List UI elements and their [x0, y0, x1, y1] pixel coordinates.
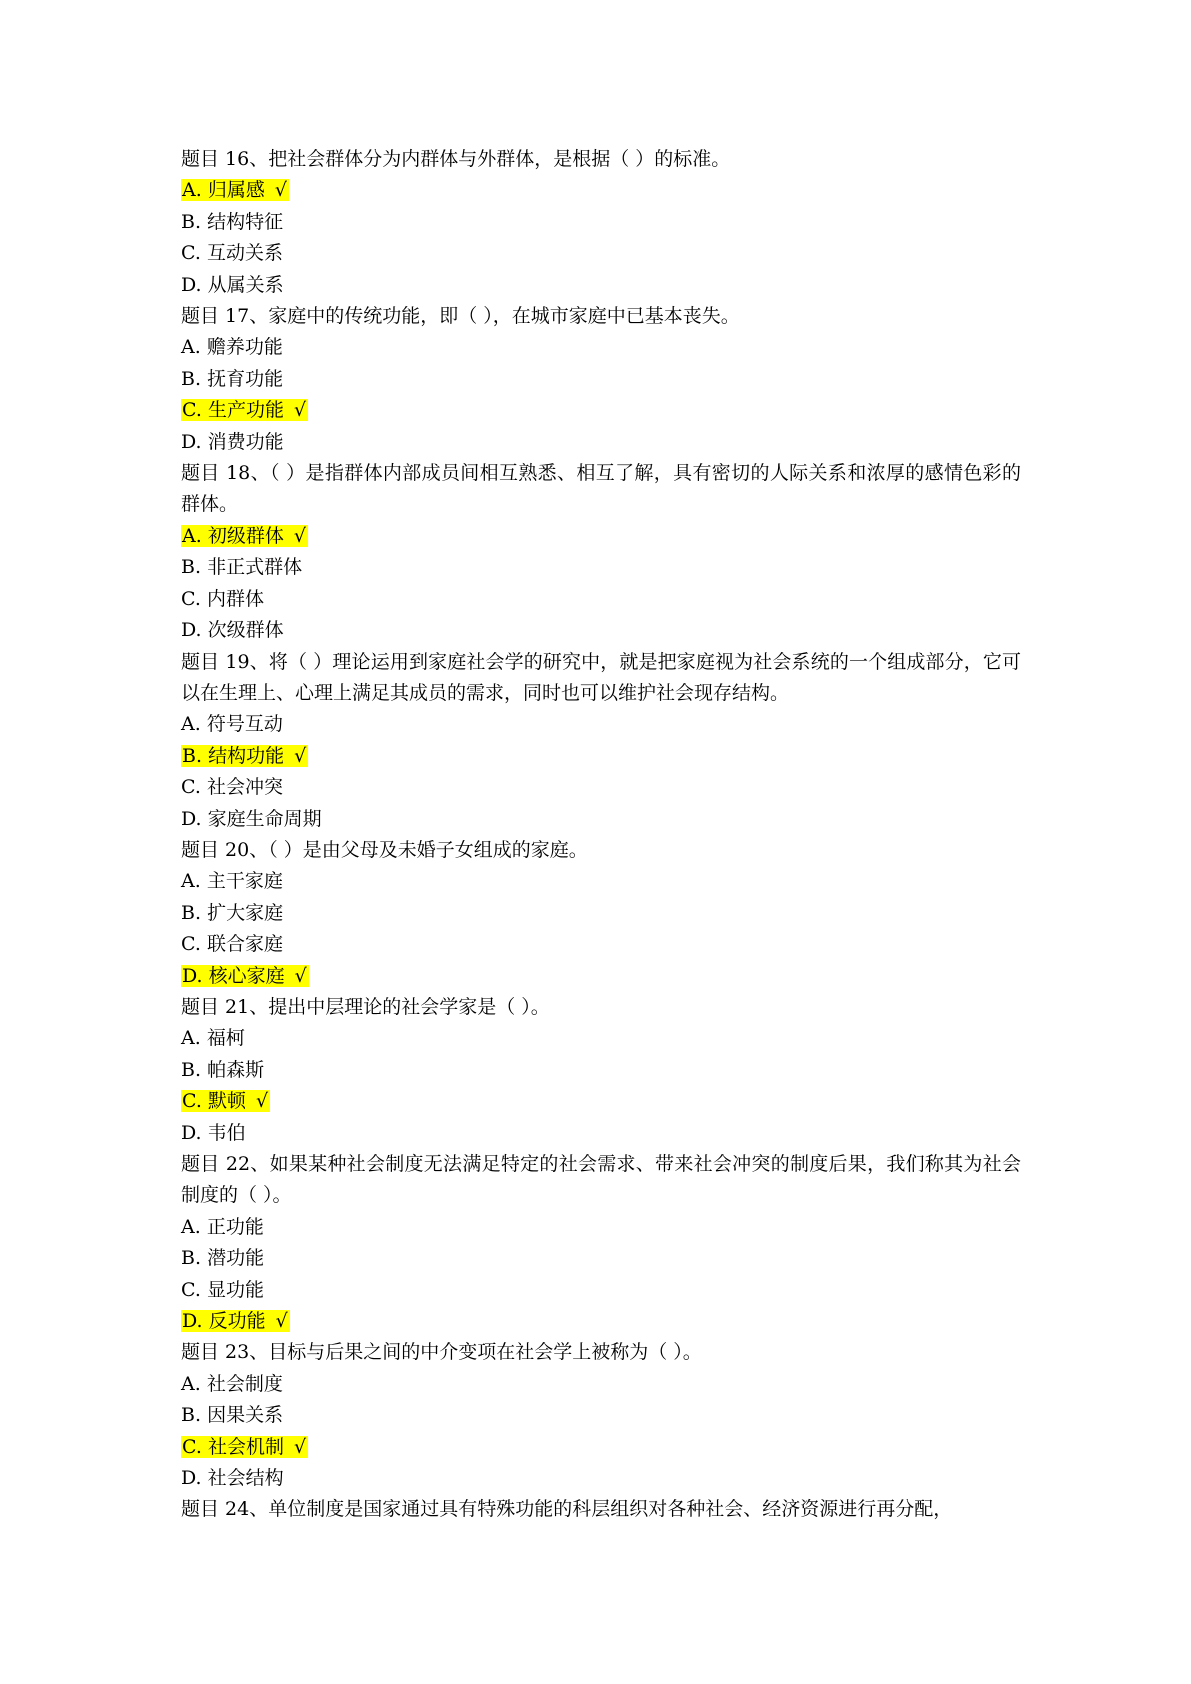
option-text: 生产功能: [207, 399, 284, 422]
question-stem: 题目 16、把社会群体分为内群体与外群体，是根据（ ）的标准。: [181, 148, 731, 170]
answer-option-correct: [181, 521, 1021, 552]
option-text: 主干家庭: [206, 870, 283, 893]
option-text: 联合家庭: [206, 933, 283, 956]
check-mark-icon: √: [293, 524, 306, 547]
option-letter: C.: [181, 242, 201, 265]
answer-option-correct: [181, 395, 1021, 426]
answer-option: [181, 1463, 1021, 1494]
option-text: 消费功能: [207, 430, 284, 453]
option-letter: A.: [181, 1215, 201, 1238]
option-letter: A.: [181, 713, 201, 736]
question-stem: 题目 17、家庭中的传统功能，即（ ），在城市家庭中已基本丧失。: [181, 305, 740, 328]
correct-answer-highlight: [181, 1090, 270, 1112]
check-mark-icon: √: [275, 1310, 288, 1333]
question-stem: 题目 21、提出中层理论的社会学家是（ ）。: [181, 995, 550, 1018]
check-mark-icon: √: [274, 179, 287, 202]
option-text: 从属关系: [207, 273, 284, 296]
answer-option: [181, 332, 1021, 363]
option-letter: D.: [181, 619, 202, 642]
option-text: 符号互动: [206, 713, 283, 736]
option-text: 扩大家庭: [207, 901, 284, 924]
option-letter: D.: [181, 1121, 202, 1144]
check-mark-icon: √: [293, 1435, 307, 1458]
check-mark-icon: √: [294, 964, 307, 987]
option-text: 反功能: [208, 1310, 266, 1333]
correct-answer-highlight: [181, 1310, 290, 1332]
option-letter: C.: [182, 1090, 202, 1113]
answer-option: [181, 1118, 1021, 1149]
option-letter: C.: [182, 1435, 202, 1458]
answer-option: [181, 552, 1021, 583]
option-letter: B.: [182, 744, 203, 767]
option-text: 社会制度: [206, 1372, 283, 1395]
answer-option: [181, 804, 1021, 835]
answer-option-correct: [181, 175, 1021, 206]
answer-option-correct: [181, 1432, 1021, 1463]
option-letter: A.: [182, 179, 202, 202]
question-block: [181, 647, 1021, 835]
answer-option: [181, 1243, 1021, 1274]
question-block: [181, 1494, 1021, 1525]
option-text: 家庭生命周期: [207, 807, 322, 830]
answer-option: [181, 1275, 1021, 1306]
correct-answer-highlight: [181, 525, 308, 547]
answer-option: [181, 1400, 1021, 1431]
option-letter: B.: [181, 556, 202, 579]
question-stem: 题目 19、将（ ）理论运用到家庭社会学的研究中，就是把家庭视为社会系统的一个组成部分，它可以在生理上、心理上满足其成员的需求，同时也可以维护社会现存结构。: [181, 650, 1021, 704]
option-letter: C.: [181, 1278, 201, 1301]
answer-option-correct: [181, 961, 1021, 992]
answer-option: [181, 427, 1021, 458]
question-stem: 题目 20、（ ）是由父母及未婚子女组成的家庭。: [181, 838, 588, 861]
option-letter: A.: [181, 1027, 201, 1050]
answer-option-correct: [181, 741, 1021, 772]
option-text: 内群体: [206, 587, 264, 610]
option-letter: A.: [181, 1372, 201, 1395]
correct-answer-highlight: [181, 179, 289, 201]
option-letter: C.: [181, 933, 201, 956]
question-block: [181, 458, 1021, 646]
answer-option: [181, 709, 1021, 740]
option-text: 默顿: [207, 1090, 246, 1113]
option-letter: C.: [181, 587, 201, 610]
question-stem: 题目 23、目标与后果之间的中介变项在社会学上被称为（ ）。: [181, 1341, 702, 1364]
option-letter: D.: [182, 1310, 203, 1333]
check-mark-icon: √: [255, 1090, 269, 1113]
option-letter: A.: [182, 524, 202, 547]
answer-option: [181, 1023, 1021, 1054]
option-text: 结构功能: [208, 744, 285, 767]
question-block: [181, 1149, 1021, 1337]
option-text: 核心家庭: [208, 964, 285, 987]
option-text: 社会机制: [207, 1435, 284, 1458]
answer-option: [181, 898, 1021, 929]
option-text: 初级群体: [207, 524, 284, 547]
correct-answer-highlight: [181, 1436, 308, 1458]
option-text: 结构特征: [207, 210, 284, 233]
option-text: 互动关系: [206, 242, 283, 265]
option-letter: D.: [181, 430, 202, 453]
answer-option-correct: [181, 1086, 1021, 1117]
option-text: 社会结构: [207, 1467, 284, 1490]
question-block: [181, 144, 1021, 301]
option-letter: A.: [181, 336, 201, 359]
option-letter: D.: [182, 964, 203, 987]
answer-option: [181, 207, 1021, 238]
answer-option: [181, 1212, 1021, 1243]
option-text: 抚育功能: [207, 367, 284, 390]
question-block: [181, 301, 1021, 458]
answer-option: [181, 615, 1021, 646]
option-text: 正功能: [206, 1215, 264, 1238]
option-text: 潜功能: [207, 1247, 265, 1270]
option-letter: B.: [181, 210, 202, 233]
option-letter: B.: [181, 367, 202, 390]
answer-option-correct: [181, 1306, 1021, 1337]
question-block: [181, 1337, 1021, 1494]
option-letter: C.: [182, 399, 202, 422]
option-text: 社会冲突: [206, 776, 283, 799]
check-mark-icon: √: [293, 399, 307, 422]
correct-answer-highlight: [181, 965, 309, 987]
option-letter: D.: [181, 807, 202, 830]
option-text: 因果关系: [207, 1404, 284, 1427]
question-stem: 题目 18、（ ）是指群体内部成员间相互熟悉、相互了解，具有密切的人际关系和浓厚的感情色彩的群体。: [181, 462, 1021, 516]
answer-option: [181, 866, 1021, 897]
question-block: [181, 835, 1021, 992]
question-stem: 题目 22、如果某种社会制度无法满足特定的社会需求、带来社会冲突的制度后果，我们称其为社会制度的（ ）。: [181, 1153, 1021, 1207]
option-text: 归属感: [207, 179, 265, 202]
option-letter: B.: [181, 1058, 202, 1081]
option-letter: C.: [181, 776, 201, 799]
option-text: 非正式群体: [207, 556, 303, 579]
correct-answer-highlight: [181, 399, 308, 421]
option-text: 显功能: [206, 1278, 264, 1301]
question-list: [181, 144, 1021, 1526]
answer-option: [181, 772, 1021, 803]
answer-option: [181, 364, 1021, 395]
question-stem: 题目 24、单位制度是国家通过具有特殊功能的科层组织对各种社会、经济资源进行再分配，: [181, 1498, 953, 1521]
option-text: 韦伯: [207, 1121, 246, 1144]
answer-option: [181, 270, 1021, 301]
option-letter: D.: [181, 273, 202, 296]
option-text: 赡养功能: [206, 336, 283, 359]
answer-option: [181, 929, 1021, 960]
option-letter: B.: [181, 1247, 202, 1270]
option-letter: B.: [181, 901, 202, 924]
option-text: 福柯: [206, 1027, 245, 1050]
option-letter: D.: [181, 1467, 202, 1490]
question-block: [181, 992, 1021, 1149]
answer-option: [181, 584, 1021, 615]
option-text: 帕森斯: [207, 1058, 265, 1081]
option-letter: B.: [181, 1404, 202, 1427]
correct-answer-highlight: [181, 745, 308, 767]
answer-option: [181, 1055, 1021, 1086]
answer-option: [181, 238, 1021, 269]
check-mark-icon: √: [294, 744, 307, 767]
answer-option: [181, 1369, 1021, 1400]
option-letter: A.: [181, 870, 201, 893]
option-text: 次级群体: [207, 619, 284, 642]
